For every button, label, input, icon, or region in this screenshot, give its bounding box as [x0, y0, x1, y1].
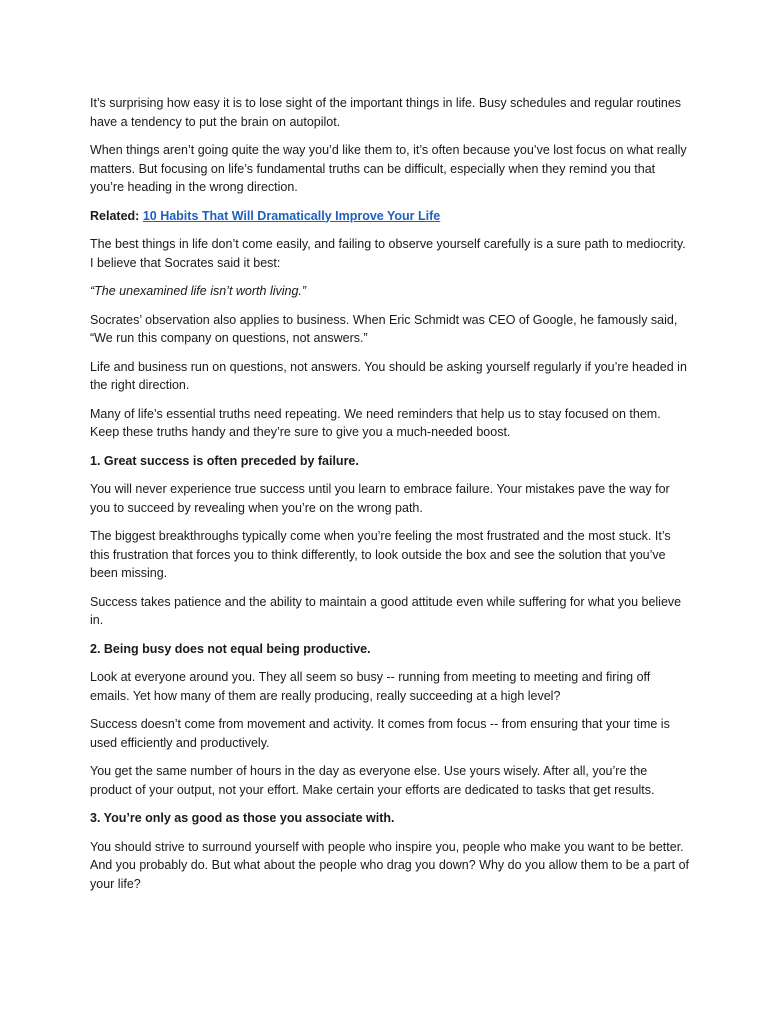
document-page: [90, 94, 690, 903]
breakthrough-paragraph: The biggest breakthroughs typically come when you’re feeling the most frustrated and the most stuck. It’s this frustration that forces you to think differently, to look outside the box and see the solution that you’ve been missing.: [90, 529, 671, 580]
section-heading-2: 2. Being busy does not equal being productive.: [90, 641, 371, 656]
truths-paragraph: Many of life’s essential truths need repeating. We need reminders that help us to stay focused on them. Keep these truths handy and they’re sure to give you a much-needed boost.: [90, 406, 661, 439]
failure-paragraph: You will never experience true success until you learn to embrace failure. Your mistakes pave the way for you to succeed by revealing when you’re on the wrong path.: [90, 482, 670, 515]
questions-paragraph: Life and business run on questions, not answers. You should be asking yourself regularly if you’re headed in the right direction.: [90, 359, 687, 392]
busy-paragraph: Look at everyone around you. They all seem so busy -- running from meeting to meeting and firing off emails. Yet how many of them are really producing, really succeeding at a high level?: [90, 670, 651, 703]
focus-activity-paragraph: Success doesn’t come from movement and activity. It comes from focus -- from ensuring that your time is used efficiently and productively.: [90, 717, 670, 750]
business-paragraph: Socrates’ observation also applies to business. When Eric Schmidt was CEO of Google, he famously said, “We run this company on questions, not answers.”: [90, 312, 678, 345]
focus-paragraph: When things aren’t going quite the way you’d like them to, it’s often because you’ve lost focus on what really matters. But focusing on life’s fundamental truths can be difficult, especially when they remind you that you’re heading in the wrong direction.: [90, 143, 687, 194]
related-line: [90, 207, 690, 226]
best-things-paragraph: The best things in life don’t come easily, and failing to observe yourself carefully is a sure path to mediocrity. I believe that Socrates said it best:: [90, 237, 686, 270]
related-label: Related:: [90, 208, 140, 223]
patience-paragraph: Success takes patience and the ability to maintain a good attitude even while suffering for what you believe in.: [90, 594, 682, 627]
intro-paragraph: It’s surprising how easy it is to lose sight of the important things in life. Busy schedules and regular routines have a tendency to put the brain on autopilot.: [90, 96, 682, 129]
hours-paragraph: You get the same number of hours in the day as everyone else. Use yours wisely. After all, you’re the product of your output, not your effort. Make certain your efforts are dedicated to tasks that get results.: [90, 764, 655, 797]
section-heading-1: 1. Great success is often preceded by failure.: [90, 453, 359, 468]
section-heading-3: 3. You’re only as good as those you associate with.: [90, 811, 395, 825]
related-article-link[interactable]: 10 Habits That Will Dramatically Improve Your Life: [142, 208, 441, 223]
socrates-quote: “The unexamined life isn’t worth living.”: [90, 284, 307, 298]
associate-paragraph: You should strive to surround yourself with people who inspire you, people who make you want to be better. And you probably do. But what about the people who drag you down? Why do you allow them to be a part of your life?: [90, 839, 689, 891]
